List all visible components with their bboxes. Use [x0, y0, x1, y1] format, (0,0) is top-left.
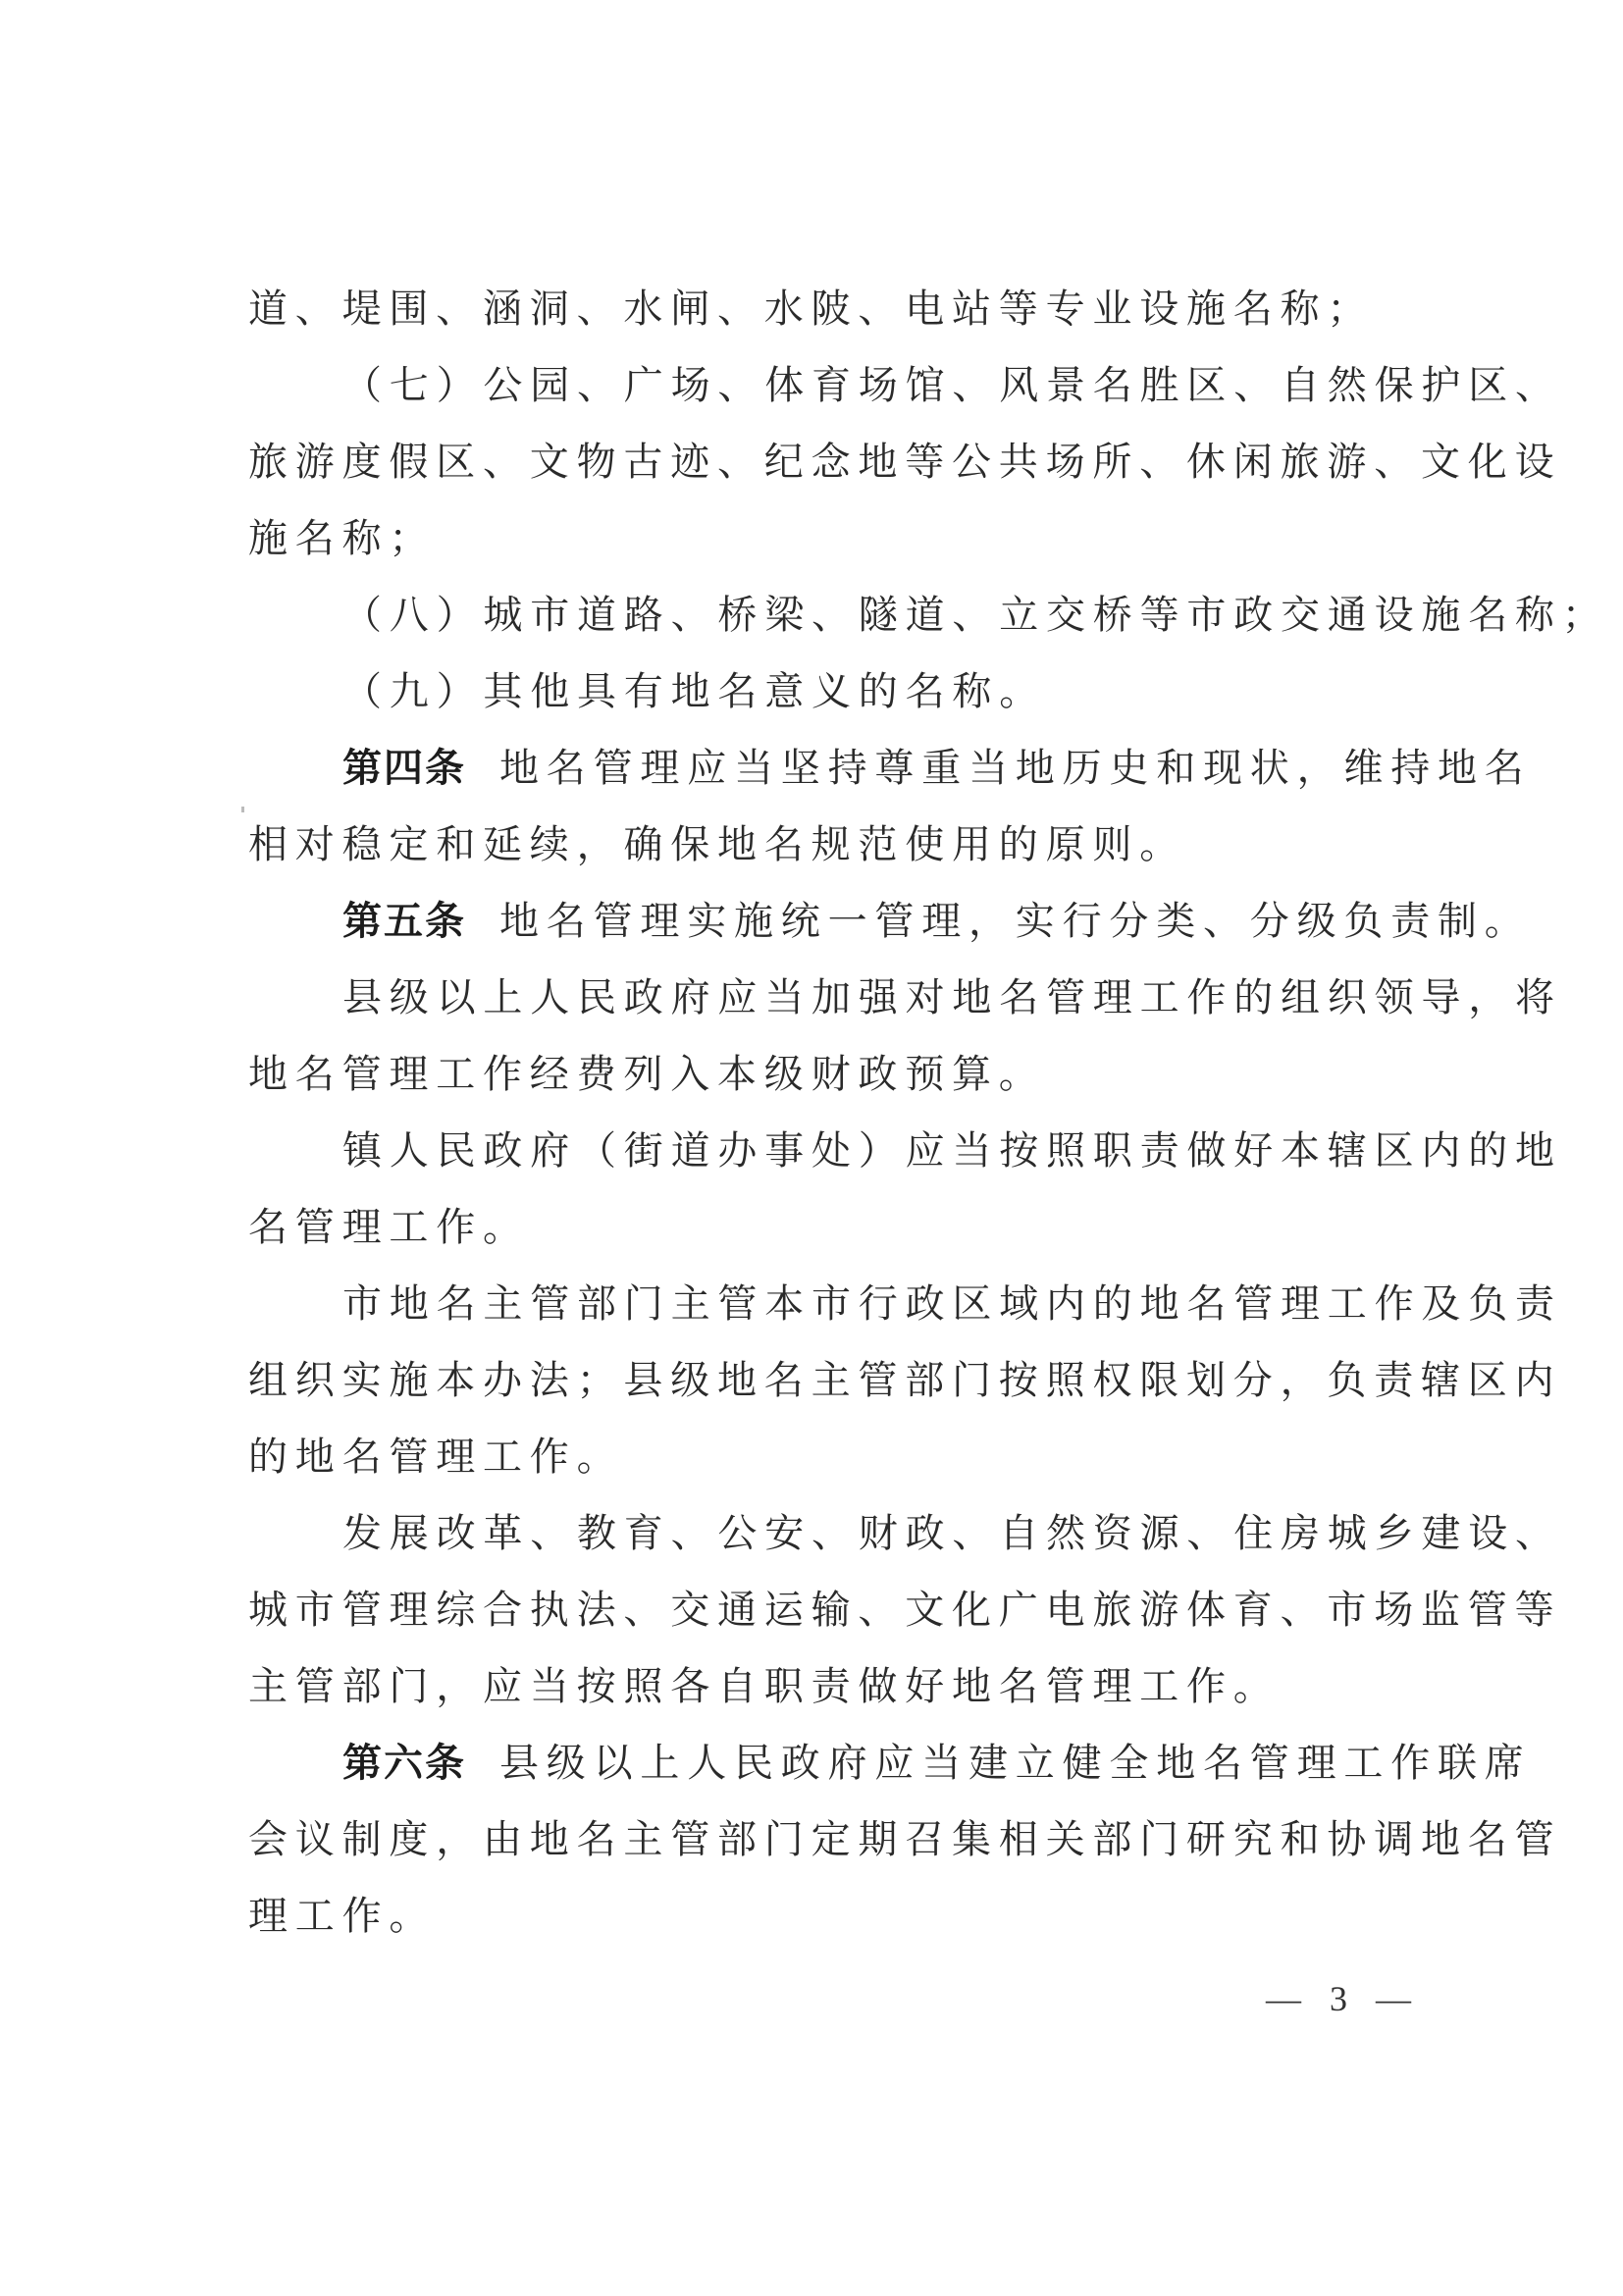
article-text: 县级以上人民政府应当建立健全地名管理工作联席 — [499, 1741, 1532, 1786]
text-line: 会议制度，由地名主管部门定期召集相关部门研究和协调地名管 — [248, 1817, 1562, 1862]
text-line: 理工作。 — [248, 1894, 437, 1939]
list-item-9: （九）其他具有地名意义的名称。 — [342, 669, 1046, 714]
article-4 — [248, 730, 1532, 807]
paragraph-start: 市地名主管部门主管本市行政区域内的地名管理工作及负责 — [342, 1281, 1562, 1327]
article-text: 地名管理实施统一管理，实行分类、分级负责制。 — [499, 899, 1532, 944]
text-line: 旅游度假区、文物古迹、纪念地等公共场所、休闲旅游、文化设 — [248, 440, 1562, 485]
text-line: 地名管理工作经费列入本级财政预算。 — [248, 1052, 1046, 1097]
article-heading: 第四条 — [342, 746, 466, 791]
text-line: 相对稳定和延续，确保地名规范使用的原则。 — [248, 822, 1186, 867]
text-line: 城市管理综合执法、交通运输、文化广电旅游体育、市场监管等 — [248, 1588, 1562, 1633]
list-item-8: （八）城市道路、桥梁、隧道、立交桥等市政交通设施名称； — [342, 593, 1609, 638]
list-item-7: （七）公园、广场、体育场馆、风景名胜区、自然保护区、 — [342, 363, 1562, 408]
paragraph-start: 发展改革、教育、公安、财政、自然资源、住房城乡建设、 — [342, 1511, 1562, 1556]
article-heading: 第六条 — [342, 1741, 466, 1786]
text-line: 组织实施本办法；县级地名主管部门按照权限划分，负责辖区内 — [248, 1358, 1562, 1403]
text-line: 名管理工作。 — [248, 1205, 530, 1250]
paragraph-start: 镇人民政府（街道办事处）应当按照职责做好本辖区内的地 — [342, 1128, 1562, 1174]
text-line: 施名称； — [248, 516, 437, 561]
article-heading: 第五条 — [342, 899, 466, 944]
text-line: 主管部门，应当按照各自职责做好地名管理工作。 — [248, 1664, 1281, 1709]
text-line: 的地名管理工作。 — [248, 1435, 624, 1480]
document-page — [248, 271, 1609, 1955]
article-text: 地名管理应当坚持尊重当地历史和现状，维持地名 — [499, 746, 1532, 791]
article-5 — [248, 883, 1532, 960]
article-6 — [248, 1725, 1532, 1801]
text-line: 道、堤围、涵洞、水闸、水陂、电站等专业设施名称； — [248, 287, 1375, 332]
scan-artifact — [241, 807, 244, 812]
page-number: — 3 — — [1266, 1979, 1421, 2018]
paragraph-start: 县级以上人民政府应当加强对地名管理工作的组织领导，将 — [342, 975, 1562, 1020]
